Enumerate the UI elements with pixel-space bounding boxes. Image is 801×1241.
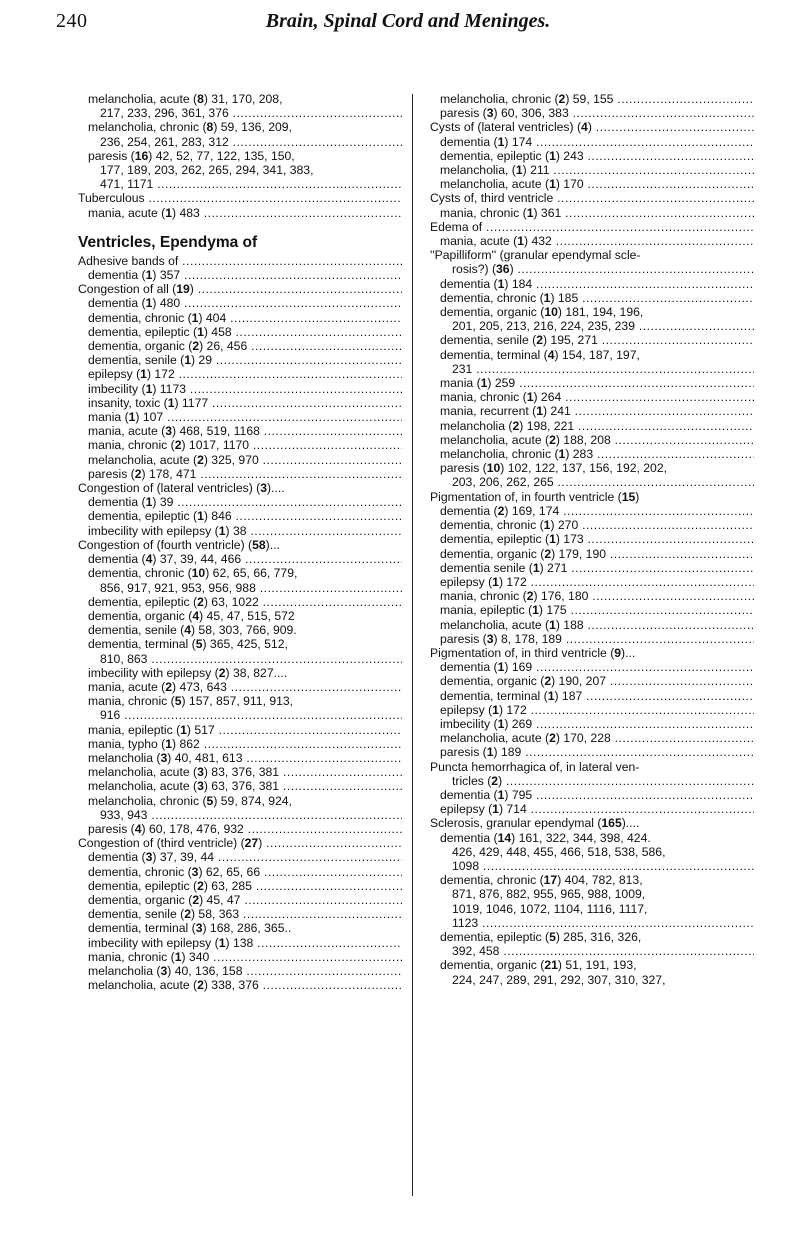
entry-text: dementia, terminal (1) 187 ..... [440, 689, 754, 703]
entry-text: 217, 233, 296, 361, 376 ..... [100, 106, 402, 120]
index-entry-continuation [430, 973, 754, 987]
entry-text: dementia (1) 357 ..... [88, 268, 402, 282]
index-subentry [430, 135, 754, 149]
index-subentry [430, 390, 754, 404]
entry-text: mania (1) 259 ..... [440, 376, 754, 390]
entry-text: dementia, senile (4) 58, 303, 766, 909. [88, 623, 297, 638]
index-subentry [430, 660, 754, 674]
entry-text: paresis (10) 102, 122, 137, 156, 192, 202, [440, 461, 667, 476]
entry-text: melancholia (3) 40, 136, 158 ..... [88, 964, 402, 978]
index-subentry [78, 595, 402, 609]
index-subentry [430, 674, 754, 688]
entry-text: tricles (2) ..... [452, 774, 754, 788]
index-subentry [78, 92, 402, 106]
entry-text: mania, acute (3) 468, 519, 1168 ..... [88, 424, 402, 438]
entry-text: dementia, chronic (10) 62, 65, 66, 779, [88, 566, 298, 581]
entry-text: Puncta hemorrhagica of, in lateral ven- [430, 759, 640, 774]
index-topic [430, 816, 754, 830]
index-subentry [78, 311, 402, 325]
entry-text: 471, 1171 ..... [100, 177, 402, 191]
entry-text: melancholia, acute (8) 31, 170, 208, [88, 92, 283, 106]
index-subentry [78, 367, 402, 381]
entry-text: dementia (3) 37, 39, 44 ..... [88, 850, 402, 864]
index-entry-continuation [430, 319, 754, 333]
entry-text: ''Papilliform'' (granular ependymal scle- [430, 248, 641, 263]
entry-text: melancholia, (1) 211 ..... [440, 163, 754, 177]
entry-text: melancholia, acute (2) 188, 208 ..... [440, 433, 754, 447]
index-entry-continuation [430, 859, 754, 873]
index-subentry [430, 433, 754, 447]
entry-text: Pigmentation of, in fourth ventricle (15) [430, 489, 640, 504]
entry-text: Adhesive bands of ..... [78, 254, 402, 268]
index-subentry [430, 745, 754, 759]
entry-text: dementia, epileptic (1) 243 ..... [440, 149, 754, 163]
entry-text: dementia, terminal (3) 168, 286, 365.. [88, 921, 292, 936]
entry-text: mania, acute (2) 473, 643 ..... [88, 680, 402, 694]
entry-text: dementia (1) 39 ..... [88, 495, 402, 509]
entry-text: dementia (1) 174 ..... [440, 135, 754, 149]
entry-text: dementia, terminal (4) 154, 187, 197, [440, 347, 640, 362]
entry-text: dementia (1) 169 ..... [440, 660, 754, 674]
entry-text: melancholia, chronic (5) 59, 874, 924, [88, 793, 292, 808]
index-subentry [78, 410, 402, 424]
index-subentry [78, 438, 402, 452]
index-topic [78, 254, 402, 268]
entry-text: mania, chronic (1) 340 ..... [88, 950, 402, 964]
index-entry-continuation [78, 581, 402, 595]
index-topic [78, 481, 402, 495]
entry-text: dementia, organic (21) 51, 191, 193, [440, 958, 637, 973]
index-subentry [78, 893, 402, 907]
index-subentry [78, 978, 402, 992]
index-subentry [78, 552, 402, 566]
entry-text: 426, 429, 448, 455, 466, 518, 538, 586, [452, 844, 666, 859]
index-subentry [78, 765, 402, 779]
entry-text: melancholia, acute (3) 83, 376, 381 ..... [88, 765, 402, 779]
index-subentry [78, 879, 402, 893]
entry-text: 1098 ..... [452, 859, 754, 873]
entry-text: imbecility with epilepsy (2) 38, 827.... [88, 665, 288, 680]
entry-text: epilepsy (1) 172 ..... [88, 367, 402, 381]
index-subentry [430, 518, 754, 532]
index-subentry [78, 382, 402, 396]
entry-text: dementia, organic (2) 179, 190 ..... [440, 547, 754, 561]
index-subentry [430, 930, 754, 944]
entry-text: dementia, epileptic (2) 63, 285 ..... [88, 879, 402, 893]
index-topic [78, 538, 402, 552]
index-subentry [78, 694, 402, 708]
entry-text: 871, 876, 882, 955, 965, 988, 1009, [452, 887, 646, 902]
entry-text: Edema of ..... [430, 220, 754, 234]
entry-text: mania, typho (1) 862 ..... [88, 737, 402, 751]
index-subentry [430, 419, 754, 433]
index-subentry [430, 305, 754, 319]
index-subentry [430, 106, 754, 120]
entry-text: Congestion of (fourth ventricle) (58)... [78, 537, 280, 552]
entry-text: melancholia (3) 40, 481, 613 ..... [88, 751, 402, 765]
entry-text: mania, epileptic (1) 517 ..... [88, 723, 402, 737]
entry-text: dementia, organic (2) 45, 47 ..... [88, 893, 402, 907]
index-topic [78, 836, 402, 850]
index-subentry [430, 831, 754, 845]
entry-text: paresis (1) 189 ..... [440, 745, 754, 759]
entry-text: imbecility (1) 1173 ..... [88, 382, 402, 396]
index-subentry [78, 609, 402, 623]
index-subentry [78, 907, 402, 921]
entry-text: mania, acute (1) 432 ..... [440, 234, 754, 248]
index-entry-continuation [430, 944, 754, 958]
entry-text: dementia, organic (2) 190, 207 ..... [440, 674, 754, 688]
index-subentry [430, 547, 754, 561]
entry-text: melancholia, acute (2) 325, 970 ..... [88, 453, 402, 467]
page-header [52, 10, 764, 36]
entry-text: Congestion of (lateral ventricles) (3).... [78, 481, 285, 496]
index-topic [78, 191, 402, 205]
index-entry-continuation [430, 774, 754, 788]
entry-text: Congestion of all (19) ..... [78, 282, 402, 296]
index-subentry [78, 353, 402, 367]
index-subentry [78, 666, 402, 680]
entry-text: dementia, organic (2) 26, 456 ..... [88, 339, 402, 353]
index-topic [430, 760, 754, 774]
index-entry-continuation [78, 708, 402, 722]
index-subentry [430, 618, 754, 632]
entry-text: paresis (3) 8, 178, 189 ..... [440, 632, 754, 646]
index-subentry [78, 424, 402, 438]
entry-text: dementia, epileptic (2) 63, 1022 ..... [88, 595, 402, 609]
entry-text: Ventricles, Ependyma of [78, 233, 258, 251]
index-subentry [430, 404, 754, 418]
index-entry-continuation [430, 887, 754, 901]
index-subentry [430, 603, 754, 617]
page-number: 240 [56, 10, 88, 32]
index-subentry [430, 561, 754, 575]
index-subentry [78, 149, 402, 163]
entry-text: mania, chronic (1) 264 ..... [440, 390, 754, 404]
index-column-left [78, 92, 402, 992]
entry-text: melancholia, acute (2) 338, 376 ..... [88, 978, 402, 992]
entry-text: dementia, epileptic (1) 846 ..... [88, 509, 402, 523]
index-topic [78, 282, 402, 296]
index-entry-continuation [78, 106, 402, 120]
entry-text: mania, chronic (5) 157, 857, 911, 913, [88, 694, 294, 709]
index-subentry [78, 779, 402, 793]
entry-text: mania, chronic (1) 361 ..... [440, 206, 754, 220]
index-subentry [430, 632, 754, 646]
entry-text: dementia, chronic (1) 185 ..... [440, 291, 754, 305]
entry-text: melancholia, acute (1) 188 ..... [440, 618, 754, 632]
entry-text: Sclerosis, granular ependymal (165).... [430, 816, 640, 831]
index-subentry [430, 958, 754, 972]
entry-text: 236, 254, 261, 283, 312 ..... [100, 135, 402, 149]
entry-text: 1123 ..... [452, 916, 754, 930]
entry-text: melancholia, acute (3) 63, 376, 381 ..... [88, 779, 402, 793]
entry-text: insanity, toxic (1) 1177 ..... [88, 396, 402, 410]
entry-text: Cysts of, third ventricle ..... [430, 191, 754, 205]
index-entry-continuation [430, 262, 754, 276]
index-subentry [430, 802, 754, 816]
index-subentry [430, 348, 754, 362]
index-topic [430, 191, 754, 205]
index-subentry [430, 447, 754, 461]
index-entry-continuation [430, 902, 754, 916]
entry-text: mania, chronic (2) 1017, 1170 ..... [88, 438, 402, 452]
entry-text: dementia, senile (2) 195, 271 ..... [440, 333, 754, 347]
column-divider [412, 94, 413, 1196]
entry-text: dementia, senile (2) 58, 363 ..... [88, 907, 402, 921]
entry-text: Congestion of (third ventricle) (27) ..... [78, 836, 402, 850]
index-subentry [430, 234, 754, 248]
entry-text: Tuberculous ..... [78, 191, 402, 205]
entry-text: 224, 247, 289, 291, 292, 307, 310, 327, [452, 972, 666, 987]
index-column-right [430, 92, 754, 987]
entry-text: dementia (1) 795 ..... [440, 788, 754, 802]
entry-text: paresis (16) 42, 52, 77, 122, 135, 150, [88, 148, 295, 163]
index-subentry [78, 850, 402, 864]
index-subentry [78, 964, 402, 978]
index-subentry [78, 921, 402, 935]
index-subentry [430, 873, 754, 887]
index-subentry [430, 689, 754, 703]
entry-text: melancholia, chronic (8) 59, 136, 209, [88, 120, 292, 135]
index-subentry [78, 950, 402, 964]
entry-text: melancholia, acute (2) 170, 228 ..... [440, 731, 754, 745]
index-entry-continuation [430, 362, 754, 376]
index-subentry [430, 163, 754, 177]
entry-text: 201, 205, 213, 216, 224, 235, 239 ..... [452, 319, 754, 333]
index-subentry [430, 461, 754, 475]
index-subentry [430, 532, 754, 546]
entry-text: imbecility with epilepsy (1) 38 ..... [88, 524, 402, 538]
index-subentry [78, 325, 402, 339]
index-subentry [430, 206, 754, 220]
entry-text: melancholia, chronic (2) 59, 155 ..... [440, 92, 754, 106]
index-subentry [78, 467, 402, 481]
entry-text: melancholia (2) 198, 221 ..... [440, 419, 754, 433]
entry-text: 392, 458 ..... [452, 944, 754, 958]
index-subentry [430, 376, 754, 390]
entry-text: dementia, senile (1) 29 ..... [88, 353, 402, 367]
entry-text: paresis (2) 178, 471 ..... [88, 467, 402, 481]
index-subentry [78, 495, 402, 509]
index-subentry [430, 788, 754, 802]
index-subentry [78, 723, 402, 737]
entry-text: dementia, chronic (3) 62, 65, 66 ..... [88, 865, 402, 879]
index-subentry [430, 92, 754, 106]
entry-text: 933, 943 ..... [100, 808, 402, 822]
index-subentry [78, 509, 402, 523]
index-subentry [78, 936, 402, 950]
entry-text: dementia (1) 480 ..... [88, 296, 402, 310]
entry-text: dementia, epileptic (1) 458 ..... [88, 325, 402, 339]
index-subentry [430, 589, 754, 603]
index-topic [430, 646, 754, 660]
index-subentry [78, 751, 402, 765]
index-subentry [430, 703, 754, 717]
index-subentry [78, 339, 402, 353]
index-subentry [430, 717, 754, 731]
entry-text: paresis (3) 60, 306, 383 ..... [440, 106, 754, 120]
entry-text: dementia (4) 37, 39, 44, 466 ..... [88, 552, 402, 566]
entry-text: imbecility (1) 269 ..... [440, 717, 754, 731]
entry-text: dementia senile (1) 271 ..... [440, 561, 754, 575]
entry-text: Pigmentation of, in third ventricle (9)... [430, 645, 636, 660]
entry-text: melancholia, chronic (1) 283 ..... [440, 447, 754, 461]
entry-text: dementia, chronic (1) 404 ..... [88, 311, 402, 325]
entry-text: dementia, chronic (1) 270 ..... [440, 518, 754, 532]
entry-text: 810, 863 ..... [100, 652, 402, 666]
index-subentry [78, 453, 402, 467]
index-subentry [78, 120, 402, 134]
entry-text: rosis?) (36) ..... [452, 262, 754, 276]
entry-text: dementia (1) 184 ..... [440, 277, 754, 291]
index-subentry [430, 333, 754, 347]
index-subentry [430, 731, 754, 745]
index-subentry [78, 822, 402, 836]
index-subentry [78, 206, 402, 220]
index-topic [430, 220, 754, 234]
index-subentry [430, 291, 754, 305]
entry-text: dementia, organic (10) 181, 194, 196, [440, 305, 644, 320]
index-subentry [78, 524, 402, 538]
index-entry-continuation [78, 163, 402, 177]
index-subentry [78, 737, 402, 751]
entry-text: Cysts of (lateral ventricles) (4) ..... [430, 120, 754, 134]
index-subentry [430, 575, 754, 589]
running-title: Brain, Spinal Cord and Meninges. [265, 10, 551, 32]
index-entry-continuation [78, 808, 402, 822]
entry-text: dementia, epileptic (1) 173 ..... [440, 532, 754, 546]
entry-text: epilepsy (1) 172 ..... [440, 703, 754, 717]
entry-text: epilepsy (1) 172 ..... [440, 575, 754, 589]
entry-text: melancholia, acute (1) 170 ..... [440, 177, 754, 191]
entry-text: 203, 206, 262, 265 ..... [452, 475, 754, 489]
section-heading [78, 234, 402, 252]
index-entry-continuation [430, 845, 754, 859]
entry-text: 916 ..... [100, 708, 402, 722]
index-subentry [78, 794, 402, 808]
entry-text: epilepsy (1) 714 ..... [440, 802, 754, 816]
index-subentry [78, 680, 402, 694]
entry-text: 856, 917, 921, 953, 956, 988 ..... [100, 581, 402, 595]
entry-text: dementia, organic (4) 45, 47, 515, 572 [88, 608, 295, 623]
index-subentry [78, 296, 402, 310]
entry-text: dementia, terminal (5) 365, 425, 512, [88, 637, 288, 652]
index-subentry [78, 268, 402, 282]
index-subentry [430, 149, 754, 163]
index-subentry [78, 623, 402, 637]
entry-text: mania, epileptic (1) 175 ..... [440, 603, 754, 617]
entry-text: dementia (14) 161, 322, 344, 398, 424. [440, 830, 651, 845]
entry-text: mania (1) 107 ..... [88, 410, 402, 424]
index-topic [430, 120, 754, 134]
entry-text: 177, 189, 203, 262, 265, 294, 341, 383, [100, 163, 314, 178]
index-subentry [78, 865, 402, 879]
entry-text: mania, recurrent (1) 241 ..... [440, 404, 754, 418]
index-entry-continuation [430, 916, 754, 930]
index-subentry [78, 396, 402, 410]
index-subentry [430, 277, 754, 291]
index-topic [430, 248, 754, 262]
index-subentry [78, 566, 402, 580]
index-subentry [430, 177, 754, 191]
entry-text: mania, chronic (2) 176, 180 ..... [440, 589, 754, 603]
index-entry-continuation [78, 652, 402, 666]
index-entry-continuation [78, 135, 402, 149]
index-entry-continuation [78, 177, 402, 191]
entry-text: dementia, chronic (17) 404, 782, 813, [440, 873, 643, 888]
index-subentry [78, 637, 402, 651]
index-subentry [430, 504, 754, 518]
entry-text: 1019, 1046, 1072, 1104, 1116, 1117, [452, 901, 648, 916]
entry-text: 231 ..... [452, 362, 754, 376]
entry-text: paresis (4) 60, 178, 476, 932 ..... [88, 822, 402, 836]
entry-text: dementia, epileptic (5) 285, 316, 326, [440, 929, 642, 944]
entry-text: imbecility with epilepsy (1) 138 ..... [88, 936, 402, 950]
index-topic [430, 490, 754, 504]
index-entry-continuation [430, 475, 754, 489]
entry-text: mania, acute (1) 483 ..... [88, 206, 402, 220]
entry-text: dementia (2) 169, 174 ..... [440, 504, 754, 518]
